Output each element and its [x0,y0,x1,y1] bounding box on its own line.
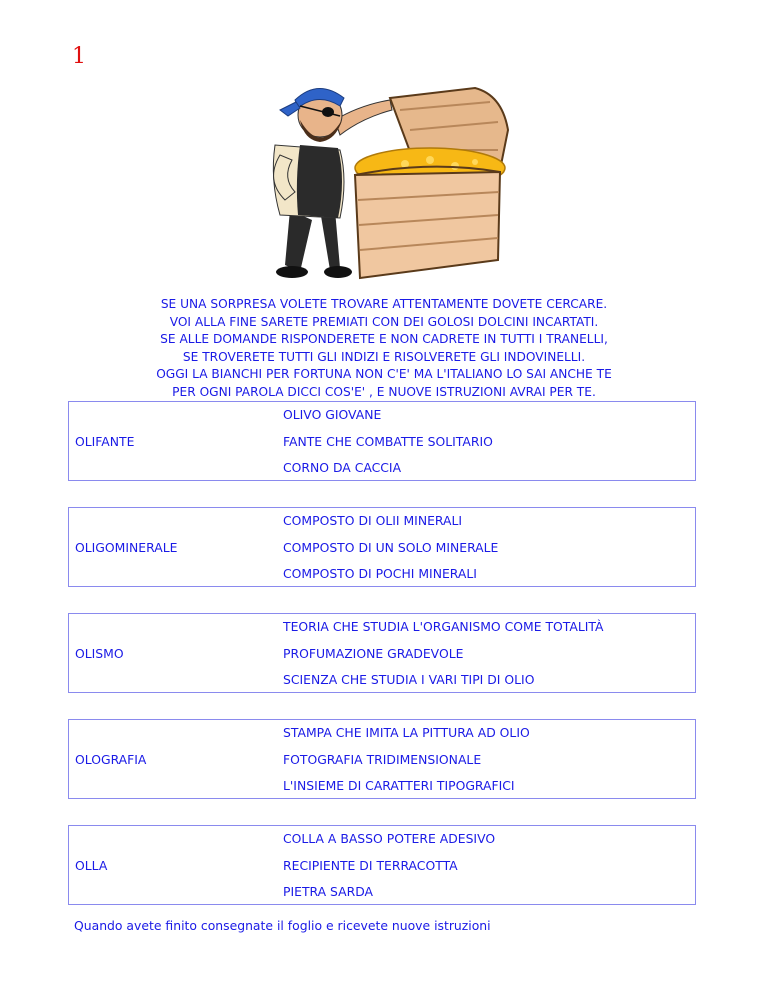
answer-option[interactable]: COMPOSTO DI POCHI MINERALI [283,566,477,581]
answer-option[interactable]: PROFUMAZIONE GRADEVOLE [283,646,464,661]
question-box-olla [68,825,696,905]
answer-option[interactable]: PIETRA SARDA [283,884,374,899]
intro-paragraph-2 [70,366,698,401]
answer-option[interactable]: COMPOSTO DI OLII MINERALI [283,513,463,528]
intro-paragraph-1 [70,296,698,366]
answer-option[interactable]: COLLA A BASSO POTERE ADESIVO [283,831,496,846]
page-number: 1 [72,44,86,69]
answer-option[interactable]: CORNO DA CACCIA [283,460,402,475]
answer-option[interactable]: FOTOGRAFIA TRIDIMENSIONALE [283,752,482,767]
question-word: OLIFANTE [75,434,135,449]
question-word: OLIGOMINERALE [75,540,178,555]
question-box-olografia [68,719,696,799]
answer-option[interactable]: TEORIA CHE STUDIA L'ORGANISMO COME TOTALITÀ [283,619,604,634]
answer-option[interactable]: SCIENZA CHE STUDIA I VARI TIPI DI OLIO [283,672,535,687]
answer-option[interactable]: L'INSIEME DI CARATTERI TIPOGRAFICI [283,778,515,793]
question-box-olismo [68,613,696,693]
question-box-olifante [68,401,696,481]
question-word: OLLA [75,858,108,873]
intro-line: PER OGNI PAROLA DICCI COS'E' , E NUOVE ISTRUZIONI AVRAI PER TE. [172,384,596,399]
question-word: OLOGRAFIA [75,752,147,767]
footer-instructions: Quando avete finito consegnate il foglio e ricevete nuove istruzioni [74,918,491,933]
pirate-treasure-illustration [240,60,530,290]
intro-line: SE TROVERETE TUTTI GLI INDIZI E RISOLVERETE GLI INDOVINELLI. [182,349,586,364]
intro-line: SE UNA SORPRESA VOLETE TROVARE ATTENTAMENTE DOVETE CERCARE. [160,297,608,311]
answer-option[interactable]: RECIPIENTE DI TERRACOTTA [283,858,458,873]
intro-line: VOI ALLA FINE SARETE PREMIATI CON DEI GOLOSI DOLCINI INCARTATI. [169,314,599,329]
answer-option[interactable]: FANTE CHE COMBATTE SOLITARIO [283,434,493,449]
question-box-oligominerale [68,507,696,587]
answer-option[interactable]: OLIVO GIOVANE [283,407,382,422]
intro-line: SE ALLE DOMANDE RISPONDERETE E NON CADRETE IN TUTTI I TRANELLI, [160,332,608,346]
answer-option[interactable]: COMPOSTO DI UN SOLO MINERALE [283,540,499,555]
answer-option[interactable]: STAMPA CHE IMITA LA PITTURA AD OLIO [283,725,530,740]
question-word: OLISMO [75,646,124,661]
intro-line: OGGI LA BIANCHI PER FORTUNA NON C'E' MA L'ITALIANO LO SAI ANCHE TE [156,367,612,381]
